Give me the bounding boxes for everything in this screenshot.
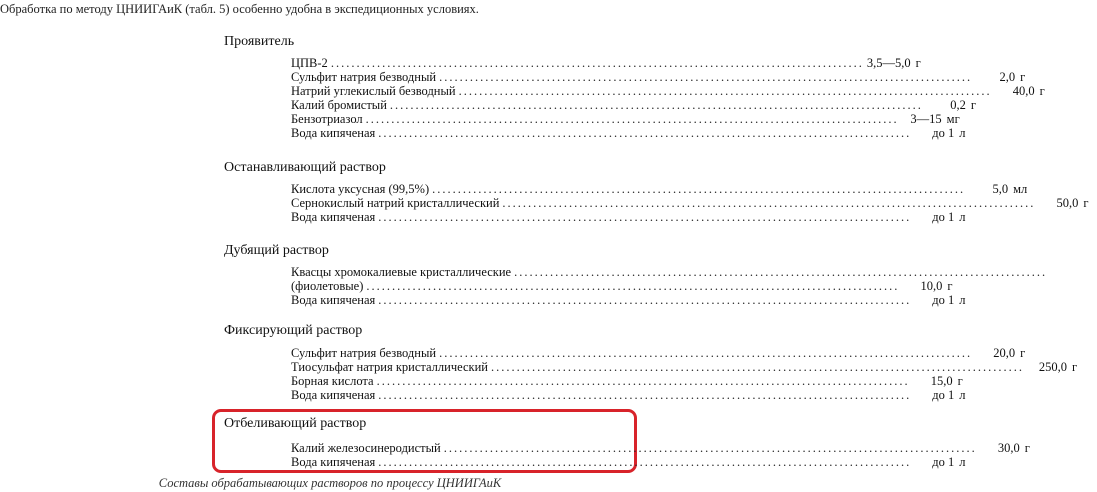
recipe-row <box>291 441 1030 455</box>
leader-dots: ........................................................................................................ <box>439 70 973 84</box>
ingredient-name: Бензотриазол <box>291 112 363 126</box>
ingredient-name: Вода кипяченая <box>291 293 376 307</box>
ingredient-name: Вода кипяченая <box>291 126 376 140</box>
leader-dots: ........................................................................................................ <box>376 374 910 388</box>
leader-dots: ........................................................................................................ <box>378 293 912 307</box>
intro-paragraph: Обработка по методу ЦНИИГАиК (табл. 5) особенно удобна в экспедиционных условиях. <box>0 2 479 16</box>
ingredient-name: Сернокислый натрий кристаллический <box>291 196 500 210</box>
ingredient-amount: 250,0 <box>1038 360 1067 374</box>
ingredient-amount: 3—15 <box>910 112 942 126</box>
ingredient-amount: 50,0 <box>1056 196 1079 210</box>
ingredient-unit: г <box>1020 346 1026 360</box>
ingredient-name: Вода кипяченая <box>291 388 376 402</box>
recipe-row <box>291 112 960 126</box>
ingredient-amount: 40,0 <box>1012 84 1035 98</box>
ingredient-unit: г <box>957 374 963 388</box>
ingredient-amount: до 1 <box>932 293 955 307</box>
ingredient-name: Калий железосинеродистый <box>291 441 441 455</box>
leader-dots: ........................................................................................................ <box>330 56 864 70</box>
recipe-row <box>291 70 1026 84</box>
recipe-row <box>291 293 966 307</box>
leader-dots: ........................................................................................................ <box>365 112 899 126</box>
leader-dots: ........................................................................................................ <box>443 441 977 455</box>
ingredient-unit: мг <box>946 112 960 126</box>
figure-caption: Составы обрабатывающих растворов по процессу ЦНИИГАиК <box>158 476 502 490</box>
ingredient-amount: 30,0 <box>997 441 1020 455</box>
recipe-row <box>291 279 953 293</box>
section-title-hardening-bath: Дубящий раствор <box>224 243 329 258</box>
recipe-row <box>291 98 977 112</box>
recipe-row <box>291 182 1028 196</box>
ingredient-name: Тиосульфат натрия кристаллический <box>291 360 488 374</box>
ingredient-amount: 2,0 <box>999 70 1016 84</box>
leader-dots: ........................................................................................................ <box>378 210 912 224</box>
ingredient-amount: 20,0 <box>993 346 1016 360</box>
ingredient-unit: г <box>1083 196 1089 210</box>
ingredient-name: Натрий углекислый безводный <box>291 84 456 98</box>
ingredient-amount: до 1 <box>932 126 955 140</box>
leader-dots: ........................................................................................................ <box>514 265 1048 279</box>
ingredient-amount: до 1 <box>932 388 955 402</box>
recipe-row <box>291 56 921 70</box>
recipe-row <box>291 374 963 388</box>
leader-dots: ........................................................................................................ <box>439 346 973 360</box>
ingredient-unit: г <box>1020 70 1026 84</box>
ingredient-unit: г <box>947 279 953 293</box>
ingredient-amount: 5,0 <box>992 182 1009 196</box>
leader-dots: ........................................................................................................ <box>366 279 900 293</box>
leader-dots: ........................................................................................................ <box>491 360 1024 374</box>
leader-dots: ........................................................................................................ <box>502 196 1036 210</box>
ingredient-unit: л <box>959 126 966 140</box>
ingredient-name: Кислота уксусная (99,5%) <box>291 182 430 196</box>
ingredient-name: Сульфит натрия безводный <box>291 70 437 84</box>
leader-dots: ........................................................................................................ <box>378 388 912 402</box>
leader-dots: ........................................................................................................ <box>378 126 912 140</box>
section-title-stop-bath: Останавливающий раствор <box>224 160 386 175</box>
ingredient-unit: л <box>959 455 966 469</box>
recipe-row <box>291 388 966 402</box>
ingredient-name: Борная кислота <box>291 374 374 388</box>
ingredient-name: ЦПВ-2 <box>291 56 328 70</box>
recipe-row <box>291 84 1045 98</box>
ingredient-unit: л <box>959 388 966 402</box>
leader-dots: ........................................................................................................ <box>432 182 966 196</box>
ingredient-amount: 0,2 <box>950 98 966 112</box>
recipe-row <box>291 196 1089 210</box>
ingredient-unit: г <box>1039 84 1045 98</box>
recipe-row <box>291 210 966 224</box>
leader-dots: ........................................................................................................ <box>458 84 992 98</box>
ingredient-unit: г <box>1072 360 1078 374</box>
ingredient-unit: л <box>959 210 966 224</box>
ingredient-amount: 15,0 <box>930 374 953 388</box>
ingredient-unit: г <box>915 56 921 70</box>
ingredient-name: Вода кипяченая <box>291 455 376 469</box>
ingredient-name: Сульфит натрия безводный <box>291 346 437 360</box>
ingredient-name: Квасцы хромокалиевые кристаллические <box>291 265 512 279</box>
recipe-row <box>291 360 1078 374</box>
ingredient-amount: 10,0 <box>920 279 943 293</box>
section-title-bleach-bath: Отбеливающий раствор <box>224 416 367 431</box>
ingredient-amount: до 1 <box>932 210 955 224</box>
recipe-row <box>291 455 966 469</box>
ingredient-amount: до 1 <box>932 455 955 469</box>
recipe-row <box>291 346 1026 360</box>
ingredient-name: (фиолетовые) <box>291 279 364 293</box>
section-title-fixing-bath: Фиксирующий раствор <box>224 323 363 338</box>
ingredient-unit: л <box>959 293 966 307</box>
recipe-row <box>291 265 1048 279</box>
ingredient-unit: мл <box>1013 182 1028 196</box>
ingredient-name: Вода кипяченая <box>291 210 376 224</box>
leader-dots: ........................................................................................................ <box>389 98 923 112</box>
section-title-developer: Проявитель <box>224 34 295 49</box>
ingredient-unit: г <box>1024 441 1030 455</box>
leader-dots: ........................................................................................................ <box>378 455 912 469</box>
ingredient-amount: 3,5—5,0 <box>866 56 911 70</box>
ingredient-unit: г <box>970 98 977 112</box>
ingredient-name: Калий бромистый <box>291 98 387 112</box>
recipe-row <box>291 126 966 140</box>
